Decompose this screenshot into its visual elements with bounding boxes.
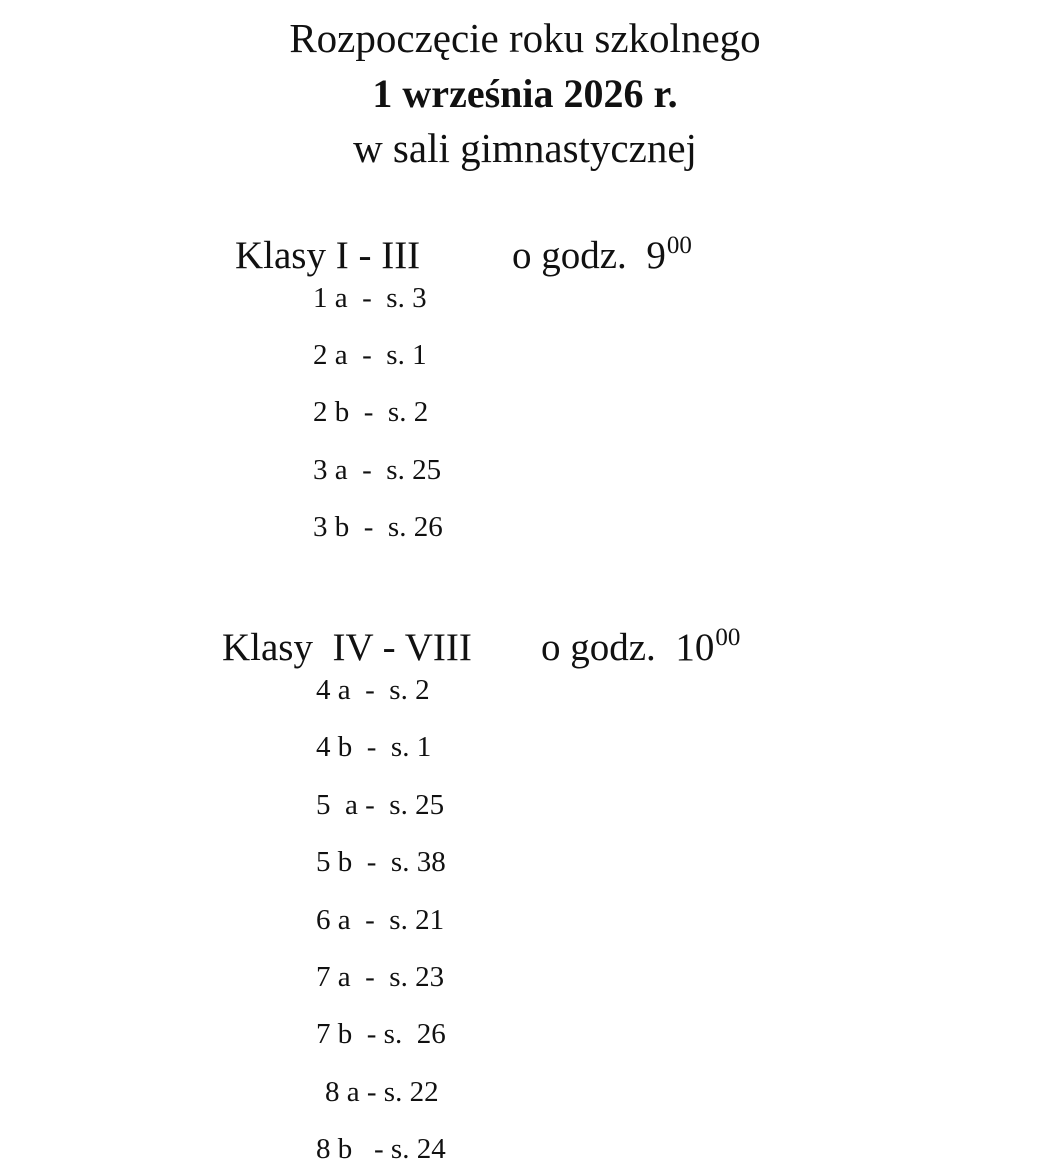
class-room-entry: 7 a - s. 23 — [316, 961, 445, 993]
time-minutes: 00 — [666, 232, 692, 259]
class-room-entry: 4 b - s. 1 — [316, 731, 432, 763]
class-room-entry: 7 b - s. 26 — [316, 1018, 446, 1050]
class-room-entry: 2 a - s. 1 — [313, 339, 427, 371]
time-hour: 9 — [646, 234, 666, 277]
location-line: w sali gimnastycznej — [353, 125, 697, 171]
class-room-entry: 3 a - s. 25 — [313, 454, 442, 486]
class-room-entry: 6 a - s. 21 — [316, 904, 445, 936]
time-prefix: o godz. — [541, 626, 676, 669]
group-heading-grades-4-8: Klasy IV - VIII — [222, 626, 472, 669]
group-heading-grades-1-3: Klasy I - III — [235, 234, 421, 277]
class-room-entry: 5 b - s. 38 — [316, 846, 446, 878]
time-minutes: 00 — [715, 624, 741, 651]
time-prefix: o godz. — [512, 234, 647, 277]
title-line: Rozpoczęcie roku szkolnego — [289, 15, 761, 61]
date-line: 1 września 2026 r. — [372, 71, 678, 116]
class-room-entry: 8 b - s. 24 — [316, 1133, 446, 1165]
time-hour: 10 — [675, 626, 715, 669]
class-room-entry: 2 b - s. 2 — [313, 396, 429, 428]
class-room-entry: 3 b - s. 26 — [313, 511, 443, 543]
group-time-grades-1-3 — [512, 232, 692, 277]
class-room-entry: 1 a - s. 3 — [313, 282, 427, 314]
class-room-entry: 4 a - s. 2 — [316, 674, 430, 706]
group-time-grades-4-8 — [541, 624, 741, 669]
class-room-entry: 8 a - s. 22 — [325, 1076, 439, 1108]
class-room-entry: 5 a - s. 25 — [316, 789, 445, 821]
